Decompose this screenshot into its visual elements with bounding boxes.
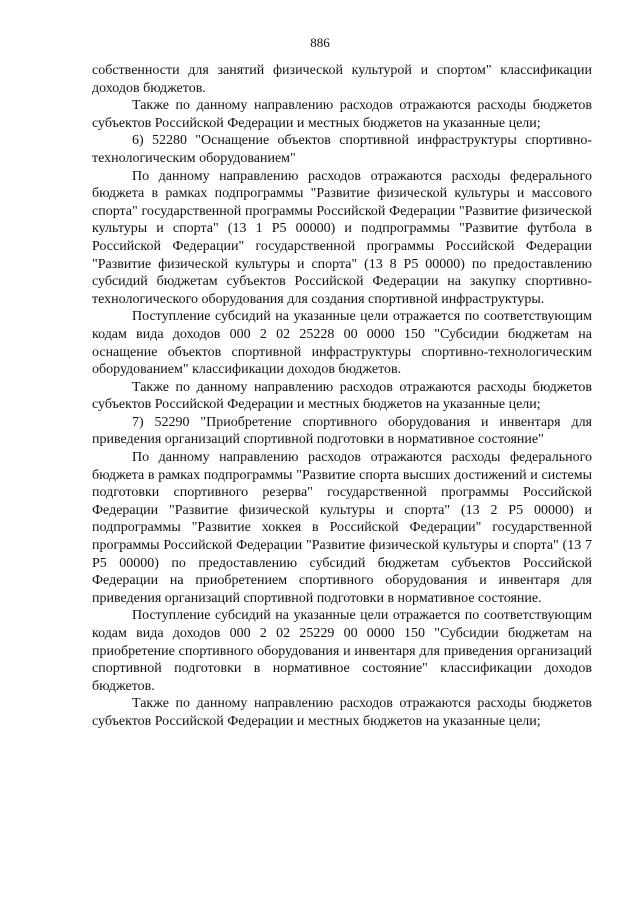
paragraph-52280-income: Поступление субсидий на указанные цели отражается по соответствующим кодам вида доходов 000 2 02 25228 00 0000 150 "Субсидии бюджетам на оснащение объектов спортивной инфраструктуры спортивно-технологическим оборудованием" классификации доходов бюджетов. <box>92 309 592 378</box>
page-number: 886 <box>310 35 330 50</box>
heading-52290: 7) 52290 "Приобретение спортивного оборудования и инвентаря для приведения организаций спортивной подготовки в нормативное состояние" <box>92 414 592 448</box>
paragraph-52290-regional: Также по данному направлению расходов отражаются расходы бюджетов субъектов Российской Федерации и местных бюджетов на указанные цели; <box>92 696 592 729</box>
document-body <box>92 62 592 731</box>
paragraph-52280-regional: Также по данному направлению расходов отражаются расходы бюджетов субъектов Российской Федерации и местных бюджетов на указанные цели; <box>92 379 592 413</box>
paragraph-budget-regional: Также по данному направлению расходов отражаются расходы бюджетов субъектов Российской Федерации и местных бюджетов на указанные цели; <box>92 98 592 131</box>
paragraph-continuation: собственности для занятий физической культурой и спортом" классификации доходов бюджетов. <box>92 63 592 96</box>
paragraph-52280-federal: По данному направлению расходов отражаются расходы федерального бюджета в рамках подпрограммы "Развитие физической культуры и массового спорта" государственной программы Российской Федерации "Развитие физической культуры и спорта" (13 1 Р5 00000) и подпрограммы "Развитие футбола в Российской Федерации" государственной программы Российской Федерации "Развитие физической культуры и спорта" (13 8 Р5 00000) по предоставлению субсидий бюджетам субъектов Российской Федерации на закупку спортивно-технологического оборудования для создания спортивной инфраструктуры. <box>92 168 592 307</box>
heading-52280: 6) 52280 "Оснащение объектов спортивной инфраструктуры спортивно-технологическим оборудованием" <box>92 133 592 166</box>
paragraph-52290-income: Поступление субсидий на указанные цели отражается по соответствующим кодам вида доходов 000 2 02 25229 00 0000 150 "Субсидии бюджетам на приобретение спортивного оборудования и инвентаря для приведения организаций спортивной подготовки в нормативное состояние" классификации доходов бюджетов. <box>92 608 592 694</box>
paragraph-52290-federal: По данному направлению расходов отражаются расходы федерального бюджета в рамках подпрограммы "Развитие спорта высших достижений и системы подготовки спортивного резерва" государственной программы Российской Федерации "Развитие физической культуры и спорта" (13 2 Р5 00000) и подпрограммы "Развитие хоккея в Российской Федерации" государственной программы Российской Федерации "Развитие физической культуры и спорта" (13 7 Р5 00000) по предоставлению субсидий бюджетам субъектов Российской Федерации на приобретением спортивного оборудования и инвентаря для приведения организаций спортивной подготовки в нормативное состояние. <box>92 450 592 606</box>
